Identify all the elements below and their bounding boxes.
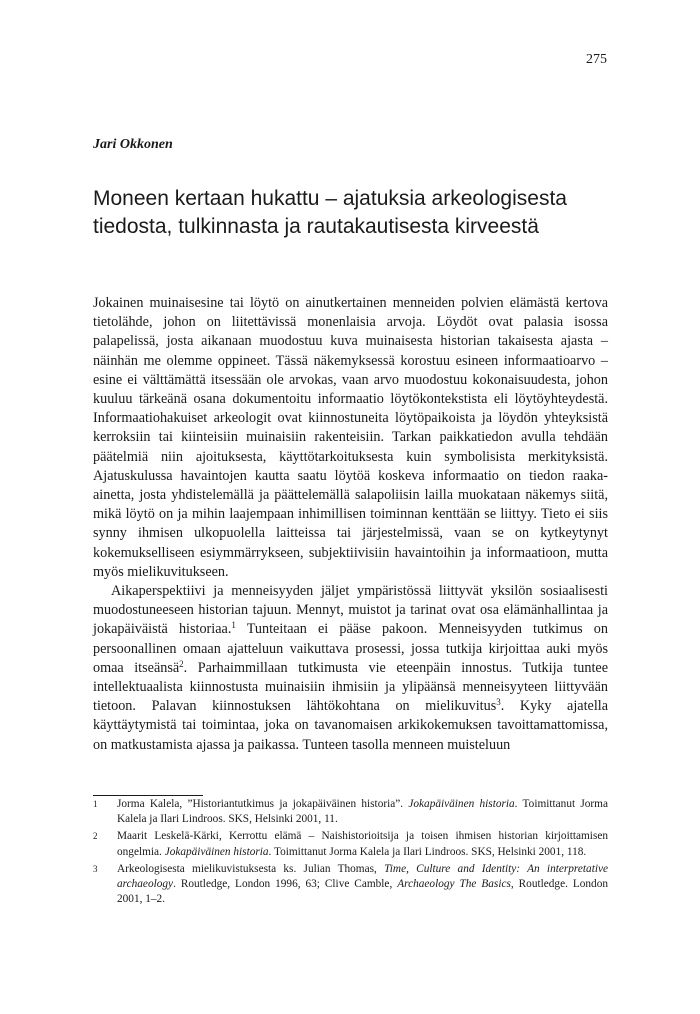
footnote-italic: Jokapäiväinen historia [164,845,269,858]
footnote-ref-3: 3 [496,697,501,708]
footnote-ref-2: 2 [179,658,184,669]
paragraph-1: Jokainen muinaisesine tai löytö on ainutkertainen menneiden polvien elämästä kertova tietolähde, johon on liitettävissä monenlaisia arvoja. Löydöt ovat palasia isossa palapelissä, josta aikanaan muodostuu kuva muinaisesta historian takaisesta ajasta – näinhän me olemme oppineet. Tässä näkemyksessä korostuu esineen informaatioarvo – esine ei välttämättä itsessään ole arvokas, vaan arvo muodostuu kokonaisuudesta, johon kuuluu tärkeänä osana dokumentoitu informaatio löytökontekstista eli löytöyhteydestä. Informaatiohakuiset arkeologit ovat kiinnostuneita löytöpaikoista ja löydön yhteyksistä kerroksiin tai kiinteisiin muinaisiin rakenteisiin. Tarkan paikkatiedon avulla tehdään päätelmiä niin ajoituksesta, käyttötarkoituksesta kuin symbolisista merkityksistä. Ajatuskulussa havaintojen kautta saatu löytöä koskeva informaatio on tiedon raaka-ainetta, josta yhdistelemällä ja päättelemällä salapoliisin lailla muokataan näkemys siitä, mikä löytö on ja mihin laajempaan inhimillisen toiminnan kenttään se liittyy. Tieto ei siis synny ihmisen ulkopuolella laitteissa tai järjestelmissä, vaan se on kytkeytynyt kokemukselliseen esiymmärrykseen, subjektiivisiin havaintoihin ja informaatioon, mutta myös mielikuvitukseen. [93,295,608,580]
footnote-italic: Jokapäiväinen historia [408,798,515,810]
footnote-text [117,862,608,908]
paragraph-2-text-b: Tunteitaan ei pääse pakoon. Menneisyyden tutkimus on persoonallinen omaan ajatteluun vaikuttava prosessi, jossa tutkija kirjoittaa auki myös omaa itseänsä [93,621,608,676]
paragraph-2-text-a: Aikaperspektiivi ja menneisyyden jäljet ympäristössä liittyvät yksilön sosiaalisesti muodostuneeseen historian tajuun. Mennyt, muistot ja tarinat ovat osa elämänhallintaa ja jokapäiväistä historiaa. [93,583,608,638]
footnote-text-part: Jorma Kalela, ”Historiantutkimus ja jokapäiväinen historia”. [117,798,409,810]
footnote-number: 3 [93,863,98,874]
footnote-text-part: , Routledge. London 2001, 1–2. [117,878,608,906]
footnote-italic: Time, Culture and Identity: An interpretative archaeology [117,862,608,891]
footnote-text [117,829,608,859]
paragraph-2-text-c: . Parhaimmillaan tutkimusta vie eteenpäin innostus. Tutkija tuntee intellektuaalista kiinnostusta muinaisiin ihmisiin ja ylipäänsä menneisyyteen liittyvään tietoon. Palavan kiinnostuksen lähtökohtana on mielikuvitus [93,659,608,715]
article-body [93,294,608,755]
footnote-text [117,797,608,827]
footnote-text-part: . Toimittanut Jorma Kalela ja Ilari Lindroos. SKS, Helsinki 2001, 118. [268,845,587,858]
paragraph-2-text-d: . Kyky ajatella käyttäytymistä tai toimintaa, joka on tavanomaisen arkikokemuksen tavoittamattomissa, on matkustamista ajassa ja paikassa. Tunteen tasolla menneen muisteluun [93,698,608,753]
paragraph-2 [93,582,608,755]
footnotes [93,797,608,909]
footnote-ref-1: 1 [231,620,236,631]
footnote-1 [93,797,608,827]
article-title: Moneen kertaan hukattu – ajatuksia arkeologisesta tiedosta, tulkinnasta ja rautakautisesta kirveestä [93,187,567,238]
footnote-number: 1 [93,799,98,809]
page-number: 275 [586,52,607,67]
footnote-text-part: Arkeologisesta mielikuvistuksesta ks. Julian Thomas, [117,862,385,875]
footnote-text-part: . Routledge, London 1996, 63; Clive Camble, [173,878,398,891]
footnote-italic: Archaeology The Basics [397,878,511,891]
author-name: Jari Okkonen [93,137,173,152]
footnote-separator [93,795,203,796]
footnote-2 [93,829,608,859]
footnote-text-part: Maarit Leskelä-Kärki, Kerrottu elämä – Naishistorioitsija ja toisen ihmisen historian kirjoittamisen ongelmia. [117,830,608,858]
footnote-number: 2 [93,831,98,842]
footnote-3 [93,862,608,908]
footnote-text-part: . Toimittanut Jorma Kalela ja Ilari Lindroos. SKS, Helsinki 2001, 11. [117,798,608,826]
